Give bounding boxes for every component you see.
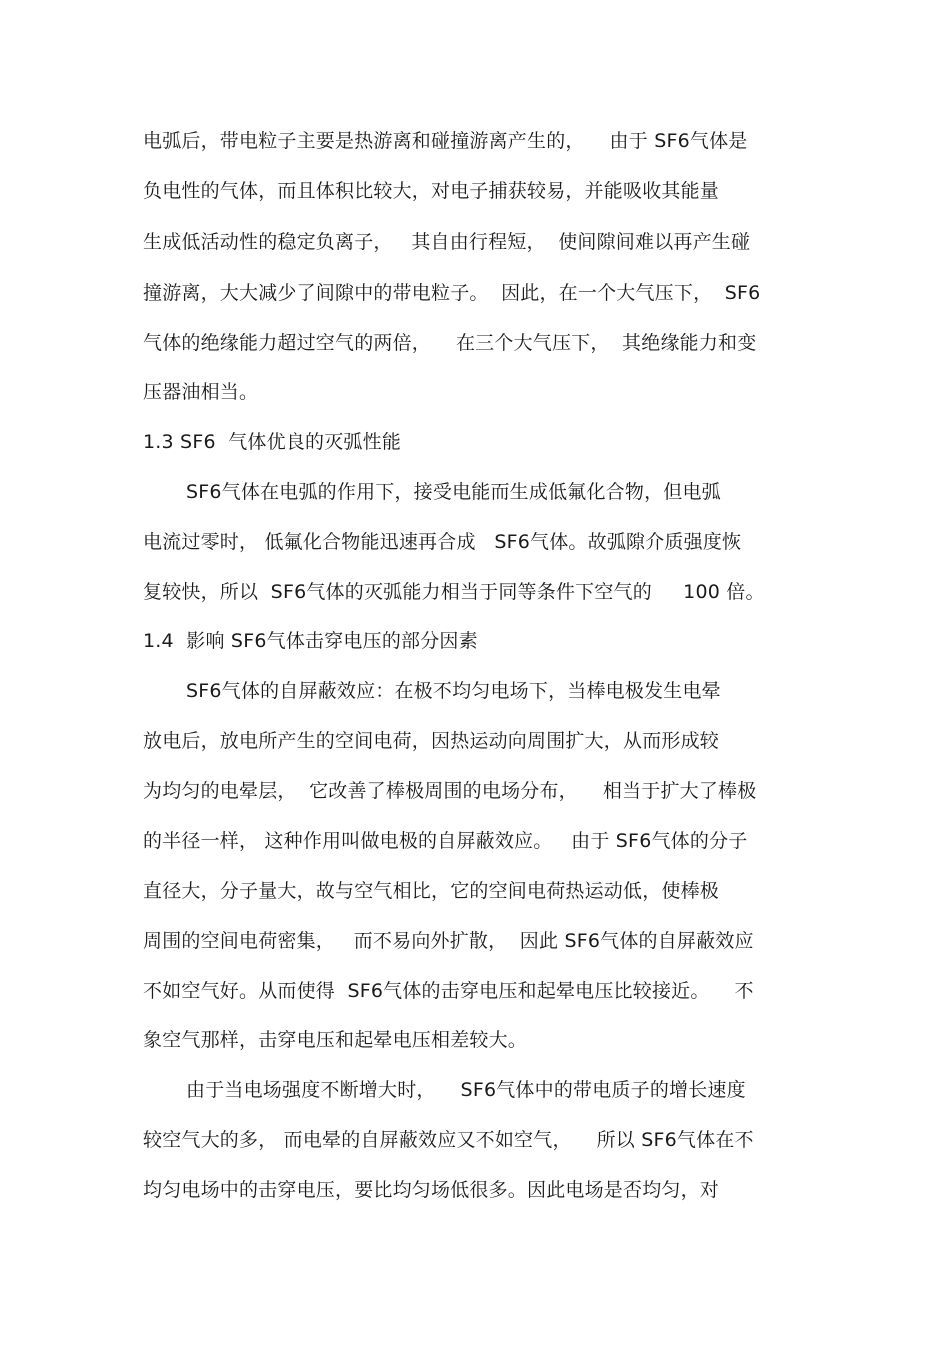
text-line: 较空气大的多， 而电晕的自屏蔽效应又不如空气， 所以 SF6气体在不 xyxy=(143,1129,754,1151)
text-line: 的半径一样， 这种作用叫做电极的自屏蔽效应。 由于 SF6气体的分子 xyxy=(143,830,748,852)
text-line: 直径大，分子量大，故与空气相比，它的空间电荷热运动低，使棒极 xyxy=(143,880,720,902)
text-line: 压器油相当。 xyxy=(143,381,259,403)
text-line: 生成低活动性的稳定负离子， 其自由行程短， 使间隙间难以再产生碰 xyxy=(143,231,751,253)
text-line: 电流过零时， 低氟化合物能迅速再合成 SF6气体。故弧隙介质强度恢 xyxy=(143,531,742,553)
text-line: 均匀电场中的击穿电压，要比均匀场低很多。因此电场是否均匀，对 xyxy=(143,1179,720,1201)
text-line: 放电后，放电所产生的空间电荷，因热运动向周围扩大，从而形成较 xyxy=(143,730,720,752)
text-line: 撞游离，大大减少了间隙中的带电粒子。 因此，在一个大气压下， SF6 xyxy=(143,282,761,304)
text-line: SF6气体在电弧的作用下，接受电能而生成低氟化合物，但电弧 xyxy=(186,481,721,503)
section-heading: 1.3 SF6 气体优良的灭弧性能 xyxy=(143,431,402,453)
text-line: 象空气那样，击穿电压和起晕电压相差较大。 xyxy=(143,1029,528,1051)
text-line: 不如空气好。从而使得 SF6气体的击穿电压和起晕电压比较接近。 不 xyxy=(143,980,754,1002)
text-line: 负电性的气体，而且体积比较大，对电子捕获较易，并能吸收其能量 xyxy=(143,180,720,202)
text-line: 周围的空间电荷密集， 而不易向外扩散， 因此 SF6气体的自屏蔽效应 xyxy=(143,930,754,952)
section-heading: 1.4 影响 SF6气体击穿电压的部分因素 xyxy=(143,630,478,652)
text-line: 由于当电场强度不断增大时， SF6气体中的带电质子的增长速度 xyxy=(186,1079,746,1101)
text-line: 为均匀的电晕层， 它改善了棒极周围的电场分布， 相当于扩大了棒极 xyxy=(143,780,757,802)
text-line: 复较快，所以 SF6气体的灭弧能力相当于同等条件下空气的 100 倍。 xyxy=(143,581,765,603)
text-line: 气体的绝缘能力超过空气的两倍， 在三个大气压下， 其绝缘能力和变 xyxy=(143,332,757,354)
text-line: SF6气体的自屏蔽效应：在极不均匀电场下，当棒电极发生电晕 xyxy=(186,680,721,702)
text-line: 电弧后，带电粒子主要是热游离和碰撞游离产生的， 由于 SF6气体是 xyxy=(143,130,748,152)
